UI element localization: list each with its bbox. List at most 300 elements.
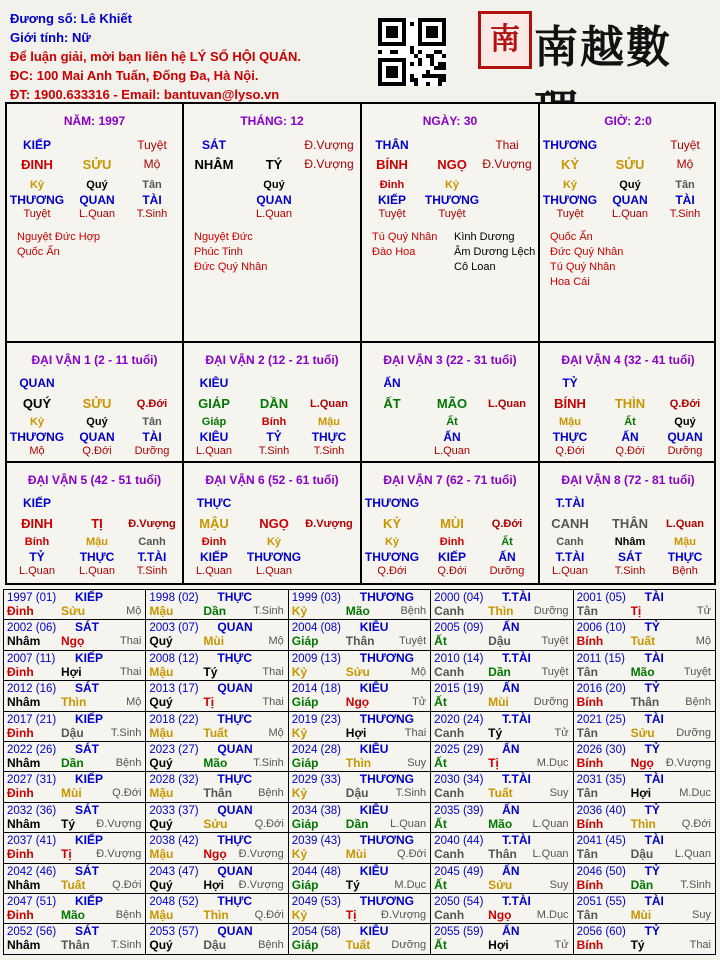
luck-hidden-phase: Q.Đới [377, 565, 407, 577]
annual-cell [146, 894, 288, 924]
annual-cell [4, 590, 146, 620]
annual-cell [431, 863, 573, 893]
annual-god: TỶ [644, 681, 660, 696]
luck-hidden-stem: Bính [261, 416, 287, 428]
annual-phase: Q.Đới [681, 817, 711, 830]
annual-row [4, 742, 716, 772]
annual-stem: Bính [576, 634, 604, 649]
annual-phase: T.Sinh [253, 757, 284, 770]
annual-stem: Tân [576, 847, 598, 862]
luck-hidden-phase: Q.Đới [555, 445, 585, 457]
annual-branch: Mão [345, 604, 370, 618]
annual-god: KIẾP [75, 650, 104, 665]
luck-hidden-phase: T.Sinh [258, 445, 290, 457]
annual-god: TÀI [644, 772, 664, 787]
annual-cell [431, 650, 573, 680]
special-star: Phúc Tinh [194, 246, 243, 258]
annual-phase: Suy [549, 787, 569, 800]
annual-cell [288, 772, 430, 802]
annual-phase: Đ.Vượng [238, 878, 284, 891]
annual-god: TỶ [644, 924, 660, 939]
annual-row [4, 863, 716, 893]
annual-year: 2040 (44) [434, 835, 484, 848]
hidden-stem: Kỷ [562, 179, 578, 191]
pillar-stem: KỶ [560, 157, 580, 172]
annual-god: KIẾP [75, 772, 104, 787]
annual-stem: Canh [434, 786, 465, 801]
annual-phase: Tuyệt [541, 665, 569, 678]
annual-branch: Ngọ [345, 695, 370, 710]
annual-stem: Kỷ [291, 786, 308, 801]
annual-god: THƯƠNG [359, 590, 414, 604]
annual-branch: Dậu [61, 725, 84, 740]
hidden-phase: Tuyệt [556, 208, 584, 220]
annual-phase: M.Dục [536, 757, 569, 770]
luck-god: TỶ [562, 376, 578, 390]
luck-hidden-phase: L.Quan [433, 445, 471, 457]
pillar-title: NĂM: 1997 [63, 114, 126, 128]
annual-phase: Bệnh [685, 696, 711, 709]
annual-cell [573, 924, 715, 955]
annual-stem: Tân [576, 786, 598, 801]
luck-hidden-stem: Ất [501, 536, 513, 548]
annual-cell [573, 711, 715, 741]
annual-phase: L.Quan [390, 817, 427, 830]
annual-stem: Mậu [149, 664, 174, 679]
special-star: Tú Quý Nhân [372, 231, 438, 243]
annual-cell [4, 863, 146, 893]
annual-branch: Dậu [488, 634, 511, 649]
luck-stem: KỶ [382, 516, 402, 531]
luck-pillar-title: ĐẠI VẬN 3 (22 - 31 tuổi) [383, 353, 517, 367]
annual-god: THƯƠNG [359, 650, 414, 665]
annual-year: 2014 (18) [291, 683, 342, 696]
annual-stem: Kỷ [291, 725, 308, 740]
luck-phase: L.Quan [310, 398, 348, 410]
annual-god: SÁT [75, 742, 99, 757]
annual-year: 2027 (31) [7, 774, 57, 787]
pillar-phase: Đ.Vượng [304, 157, 354, 171]
annual-stem: Bính [576, 816, 604, 831]
annual-cell [4, 924, 146, 955]
annual-phase: Dưỡng [533, 696, 569, 709]
annual-year: 2022 (26) [7, 744, 57, 757]
luck-hidden-god: THƯƠNG [364, 550, 420, 564]
annual-year: 2025 (29) [434, 744, 484, 757]
hidden-stem: Kỷ [444, 179, 460, 191]
annual-phase: Tử [554, 939, 569, 952]
luck-hidden-phase: Q.Đới [615, 445, 645, 457]
annual-god: SÁT [75, 863, 99, 878]
hidden-phase: L.Quan [255, 208, 293, 220]
annual-stem: Đinh [7, 847, 34, 862]
annual-phase: Thai [689, 939, 711, 952]
annual-year: 2004 (08) [291, 622, 342, 635]
bazi-chart-grid [5, 102, 716, 585]
annual-god: TÀI [644, 711, 664, 726]
annual-phase: L.Quan [532, 848, 569, 861]
annual-god: KIẾP [75, 590, 104, 604]
annual-year: 2042 (46) [7, 865, 57, 878]
luck-phase: L.Quan [488, 398, 526, 410]
annual-phase: Q.Đới [112, 787, 142, 800]
annual-year: 2018 (22) [149, 713, 199, 726]
annual-year: 2009 (13) [291, 652, 342, 665]
luck-hidden-god: SÁT [618, 550, 642, 564]
annual-year: 2035 (39) [434, 804, 484, 817]
annual-year: 2032 (36) [7, 804, 57, 817]
pillar-stem: ĐINH [21, 157, 53, 172]
annual-god: QUAN [217, 620, 253, 635]
luck-hidden-phase: Dưỡng [667, 445, 703, 457]
luck-hidden-stem: Kỷ [29, 416, 45, 428]
luck-hidden-god: T.TÀI [137, 550, 167, 564]
annual-cell [288, 590, 430, 620]
annual-year: 2049 (53) [291, 896, 342, 909]
hidden-stem: Tân [142, 179, 162, 191]
annual-cell [4, 833, 146, 863]
annual-cell [288, 650, 430, 680]
annual-year: 2043 (47) [149, 865, 199, 878]
annual-phase: L.Quan [532, 817, 569, 830]
pillar-title: NGÀY: 30 [422, 114, 478, 128]
annual-branch: Ngọ [61, 634, 85, 649]
luck-stem: ẤT [383, 396, 401, 411]
annual-stem: Canh [434, 725, 465, 740]
annual-branch: Mùi [630, 908, 652, 923]
hidden-stem: Kỷ [29, 179, 45, 191]
luck-hidden-phase: L.Quan [78, 565, 116, 577]
annual-cell [4, 681, 146, 711]
annual-god: THỰC [217, 894, 253, 909]
annual-stem: Kỷ [291, 604, 308, 618]
special-star: Quốc Ấn [17, 246, 60, 258]
annual-stem: Mậu [149, 847, 174, 862]
annual-year: 1999 (03) [291, 592, 342, 604]
pillar-phase-top: Tuyệt [137, 138, 167, 152]
annual-god: SÁT [75, 681, 99, 696]
annual-year: 2012 (16) [7, 683, 57, 696]
pillar-phase: Mộ [676, 157, 694, 171]
annual-phase: Thai [262, 665, 284, 678]
annual-phase: Dưỡng [533, 605, 569, 617]
luck-hidden-god: THỰC [311, 430, 347, 444]
annual-branch: Ngọ [630, 756, 654, 771]
annual-stem: Giáp [291, 877, 319, 892]
luck-hidden-phase: T.Sinh [313, 445, 345, 457]
annual-stem: Bính [576, 877, 604, 892]
annual-branch: Tị [345, 908, 357, 923]
annual-stem: Giáp [291, 816, 319, 831]
annual-god: THỰC [217, 833, 253, 848]
annual-phase: Q.Đới [254, 909, 284, 922]
luck-hidden-stem: Đinh [201, 536, 227, 548]
hidden-god: THƯƠNG [542, 193, 598, 207]
annual-stem: Nhâm [7, 695, 41, 710]
annual-year: 2031 (35) [576, 774, 626, 787]
annual-god: ẤN [502, 742, 520, 757]
annual-branch: Dần [488, 664, 511, 679]
annual-cell [146, 772, 288, 802]
annual-cell [288, 924, 430, 955]
annual-year: 2024 (28) [291, 744, 342, 757]
luck-pillar-title: ĐẠI VẬN 5 (42 - 51 tuổi) [27, 473, 162, 487]
hidden-phase: L.Quan [78, 208, 116, 220]
annual-god: KIÊU [359, 742, 389, 757]
annual-cell [146, 924, 288, 955]
annual-god: TÀI [644, 590, 664, 604]
luck-hidden-phase: L.Quan [551, 565, 589, 577]
annual-phase: Suy [549, 878, 569, 891]
annual-branch: Sửu [61, 604, 86, 618]
luck-hidden-stem: Mậu [86, 536, 108, 548]
annual-phase: T.Sinh [395, 787, 427, 800]
annual-stem: Đinh [7, 725, 34, 740]
luck-hidden-phase: L.Quan [18, 565, 56, 577]
annual-cell [288, 742, 430, 772]
annual-year: 2034 (38) [291, 804, 342, 817]
annual-stem: Kỷ [291, 847, 308, 862]
luck-god: THỰC [196, 496, 232, 510]
annual-branch: Tý [630, 938, 645, 953]
annual-cell [431, 772, 573, 802]
luck-god: ẤN [383, 376, 401, 390]
luck-hidden-stem: Kỷ [266, 536, 282, 548]
luck-hidden-stem: Giáp [201, 416, 227, 428]
annual-year: 2044 (48) [291, 865, 342, 878]
luck-hidden-phase: Dưỡng [134, 445, 170, 457]
special-star: Nguyệt Đức [194, 231, 253, 243]
pillar-title: GIỜ: 2:0 [604, 114, 652, 128]
luck-phase: Q.Đới [136, 398, 168, 410]
luck-hidden-god: QUAN [79, 430, 115, 444]
annual-year: 2054 (58) [291, 926, 342, 939]
annual-branch: Tuất [345, 938, 371, 953]
annual-phase: T.Sinh [110, 726, 142, 739]
annual-branch: Ngọ [203, 847, 227, 862]
annual-cell [4, 650, 146, 680]
annual-stem: Đinh [7, 786, 34, 801]
luck-stem: GIÁP [198, 396, 230, 411]
annual-god: TỶ [644, 620, 660, 635]
annual-cell [431, 711, 573, 741]
annual-god: THƯƠNG [359, 711, 414, 726]
pillar-phase-top: Thai [495, 138, 519, 152]
hidden-phase: Tuyệt [438, 208, 466, 220]
pillar-god: SÁT [202, 138, 226, 152]
pillar-phase: Mộ [143, 157, 161, 171]
annual-branch: Tị [61, 847, 72, 862]
annual-god: KIÊU [359, 863, 389, 878]
luck-stem: BÍNH [554, 396, 586, 411]
luck-hidden-phase: Bệnh [672, 565, 698, 577]
annual-phase: Tuyệt [399, 635, 427, 648]
hidden-god: THƯƠNG [424, 193, 480, 207]
annual-branch: Thìn [61, 695, 87, 710]
annual-branch: Mùi [345, 847, 367, 862]
luck-hidden-stem: Mậu [559, 416, 581, 428]
annual-year: 2017 (21) [7, 713, 57, 726]
luck-hidden-god: TỶ [266, 430, 282, 444]
annual-stem: Nhâm [7, 634, 41, 649]
annual-phase: Dưỡng [676, 726, 711, 739]
annual-god: THƯƠNG [359, 833, 414, 848]
luck-hidden-phase: Mộ [29, 445, 45, 457]
luck-hidden-phase: Q.Đới [82, 445, 112, 457]
special-star: Đức Quý Nhân [550, 246, 624, 258]
annual-cell [431, 742, 573, 772]
annual-year: 2008 (12) [149, 652, 199, 665]
annual-stem: Mậu [149, 604, 174, 618]
luck-hidden-god: ẤN [498, 550, 516, 564]
annual-year: 2041 (45) [576, 835, 626, 848]
annual-god: QUAN [217, 681, 253, 696]
annual-cell [288, 681, 430, 711]
annual-year: 2023 (27) [149, 744, 199, 757]
annual-stem: Quý [149, 877, 173, 892]
annual-year: 1998 (02) [149, 592, 199, 604]
annual-branch: Mão [488, 816, 513, 831]
luck-branch: SỬU [82, 396, 112, 411]
annual-cell [4, 894, 146, 924]
annual-branch: Thân [488, 847, 517, 862]
luck-hidden-god: KIẾP [199, 550, 229, 564]
annual-cell [573, 742, 715, 772]
annual-cell [573, 681, 715, 711]
inauspicious-star: Âm Dương Lệch [454, 246, 536, 258]
annual-god: TỶ [644, 742, 660, 757]
annual-cell [288, 620, 430, 650]
annual-phase: Tuyệt [683, 665, 711, 678]
luck-hidden-god: KIẾP [437, 550, 467, 564]
annual-phase: Đ.Vượng [96, 848, 142, 861]
annual-branch: Tuất [630, 634, 656, 649]
annual-phase: T.Sinh [253, 605, 284, 617]
annual-branch: Hợi [630, 786, 652, 801]
annual-row [4, 772, 716, 802]
luck-god: T.TÀI [555, 496, 585, 510]
annual-branch: Mùi [203, 634, 225, 649]
annual-branch: Dần [203, 604, 227, 618]
annual-cell [4, 802, 146, 832]
annual-year: 2011 (15) [576, 652, 625, 665]
annual-god: ẤN [502, 924, 520, 939]
annual-year: 2013 (17) [149, 683, 199, 696]
annual-cell [431, 833, 573, 863]
annual-row [4, 711, 716, 741]
hidden-phase: T.Sinh [669, 208, 701, 220]
annual-god: TÀI [644, 650, 664, 665]
annual-stem: Canh [434, 604, 465, 618]
annual-stem: Ất [434, 695, 447, 710]
annual-stem: Ất [434, 816, 447, 831]
annual-year: 2038 (42) [149, 835, 199, 848]
annual-branch: Tý [203, 664, 218, 679]
annual-stem: Đinh [7, 604, 34, 618]
hidden-god: QUAN [79, 193, 115, 207]
annual-phase: Tuyệt [541, 635, 569, 648]
annual-cell [431, 924, 573, 955]
annual-year: 2026 (30) [576, 744, 626, 757]
subject-name: Đương số: Lê Khiết [10, 11, 132, 26]
annual-cell [431, 894, 573, 924]
luck-hidden-stem: Mậu [318, 416, 340, 428]
annual-branch: Dần [345, 816, 369, 831]
annual-cell [431, 590, 573, 620]
annual-branch: Ngọ [488, 908, 512, 923]
annual-stem: Ất [434, 938, 447, 953]
luck-hidden-god: THƯƠNG [9, 430, 65, 444]
annual-year: 2036 (40) [576, 804, 626, 817]
annual-year: 2053 (57) [149, 926, 199, 939]
annual-branch: Tý [345, 877, 360, 892]
luck-pillar-title: ĐẠI VẬN 6 (52 - 61 tuổi) [205, 473, 339, 487]
annual-year: 2056 (60) [576, 926, 626, 939]
logo-text: 南越數 [534, 23, 672, 72]
annual-god: T.TÀI [502, 650, 531, 665]
annual-stem: Giáp [291, 938, 319, 953]
annual-phase: Mộ [268, 635, 284, 648]
luck-hidden-phase: L.Quan [195, 565, 233, 577]
annual-god: TỶ [644, 802, 660, 817]
pillar-stem: BÍNH [376, 157, 408, 172]
annual-year: 2045 (49) [434, 865, 484, 878]
annual-god: ẤN [502, 802, 520, 817]
annual-branch: Sửu [488, 877, 513, 892]
annual-stem: Bính [576, 938, 604, 953]
hidden-phase: Tuyệt [378, 208, 406, 220]
annual-branch: Hợi [345, 725, 367, 740]
annual-branch: Hợi [488, 938, 509, 953]
annual-branch: Thìn [345, 756, 372, 771]
special-star: Đào Hoa [372, 246, 416, 258]
luck-hidden-stem: Kỷ [384, 536, 400, 548]
annual-stem: Tân [576, 604, 598, 618]
luck-branch: DẦN [259, 396, 289, 411]
annual-god: SÁT [75, 620, 99, 635]
annual-branch: Mùi [61, 786, 82, 801]
annual-god: T.TÀI [502, 711, 531, 726]
annual-stem: Kỷ [291, 908, 308, 923]
luck-hidden-stem: Quý [86, 416, 108, 428]
annual-god: THƯƠNG [359, 894, 414, 909]
annual-cell [573, 863, 715, 893]
hidden-stem: Đinh [379, 179, 405, 191]
annual-stem: Giáp [291, 756, 319, 771]
annual-god: KIÊU [359, 620, 389, 635]
annual-stem: Quý [149, 756, 173, 771]
luck-hidden-god: TỶ [29, 550, 45, 564]
annual-branch: Thân [203, 786, 233, 801]
annual-year: 2019 (23) [291, 713, 342, 726]
annual-god: T.TÀI [502, 590, 531, 604]
hidden-stem: Quý [619, 179, 641, 191]
annual-branch: Hợi [61, 664, 82, 679]
contact-address: ĐC: 100 Mai Anh Tuấn, Đống Đa, Hà Nội. [10, 68, 259, 83]
annual-phase: Đ.Vượng [665, 757, 711, 770]
luck-branch: MÃO [436, 396, 468, 411]
annual-god: QUAN [217, 802, 253, 817]
luck-phase: Q.Đới [491, 518, 523, 530]
annual-cell [431, 681, 573, 711]
luck-pillar-title: ĐẠI VẬN 2 (12 - 21 tuổi) [205, 353, 339, 367]
luck-pillar-title: ĐẠI VẬN 1 (2 - 11 tuổi) [31, 353, 158, 367]
pillar-god: THÂN [375, 138, 409, 152]
annual-phase: M.Dục [679, 787, 711, 800]
annual-cell [573, 620, 715, 650]
annual-pillars-table [3, 589, 716, 955]
annual-cell [573, 590, 715, 620]
